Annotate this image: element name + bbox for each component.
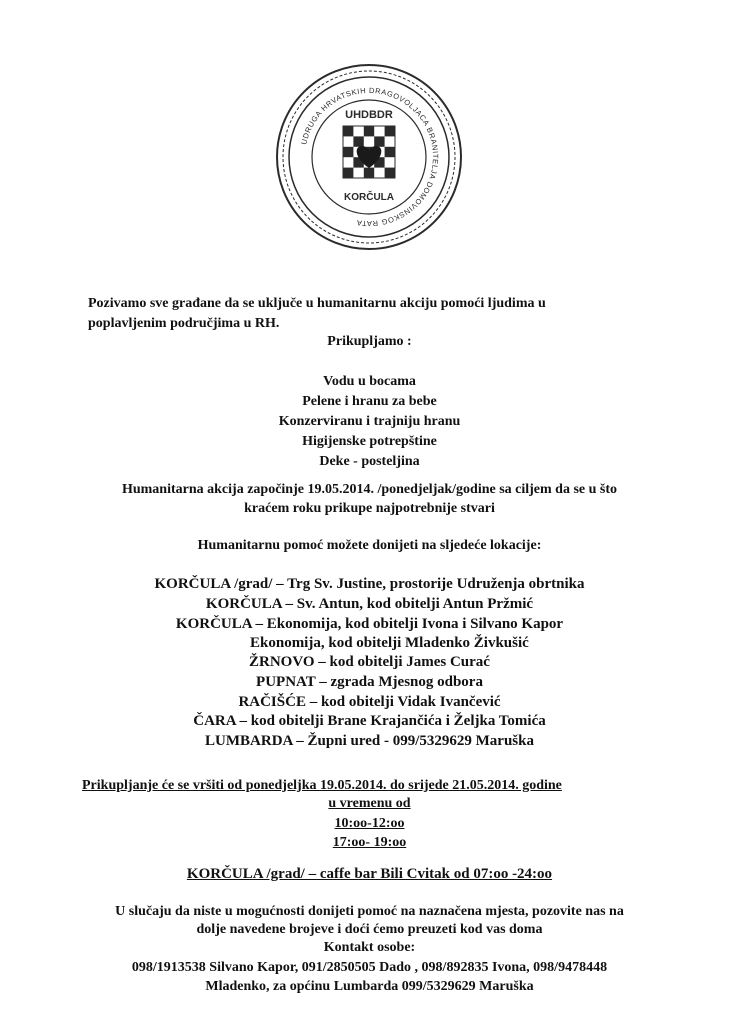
schedule-line: u vremenu od (328, 796, 411, 811)
seal-city: KORČULA (344, 192, 394, 203)
locations-heading: Humanitarnu pomoć možete donijeti na sljedeće lokacije: (197, 538, 542, 553)
closing-line-1: U slučaju da niste u mogućnosti donijeti pomoć na naznačena mjesta, pozovite nas na (115, 904, 624, 919)
contact-line: 098/1913538 Silvano Kapor, 091/2850505 Dado , 098/892835 Ivona, 098/9478448 (131, 960, 608, 975)
cafe-line: KORČULA /grad/ – caffe bar Bili Cvitak od 07:oo -24:oo (186, 866, 553, 882)
location-item: ČARA – kod obitelji Brane Krajančića i Željka Tomića (193, 713, 546, 729)
schedule-time: 10:oo-12:oo (334, 816, 405, 831)
list-item: Deke - posteljina (319, 454, 420, 469)
contact-heading: Kontakt osobe: (323, 940, 416, 955)
checker-square (343, 147, 353, 157)
location-item: KORČULA – Ekonomija, kod obitelji Ivona i Silvano Kapor (175, 616, 564, 632)
start-line-1: Humanitarna akcija započinje 19.05.2014. /ponedjeljak/godine sa ciljem da se u što (121, 482, 618, 497)
list-item: Higijenske potrepštine (302, 434, 437, 449)
schedule-time: 17:oo- 19:oo (332, 835, 407, 850)
checker-square (364, 126, 374, 136)
location-item: Ekonomija, kod obitelji Mladenko Živkušić (250, 635, 529, 651)
location-item: KORČULA /grad/ – Trg Sv. Justine, prostorije Udruženja obrtnika (154, 576, 585, 592)
location-item: KORČULA – Sv. Antun, kod obitelji Antun Pržmić (205, 596, 534, 612)
seal-abbreviation: UHDBDR (345, 109, 393, 121)
collect-heading: Prikupljamo : (327, 334, 412, 349)
closing-line-2: dolje navedene brojeve i doći ćemo preuzeti kod vas doma (196, 922, 543, 937)
contact-line: Mladenko, za općinu Lumbarda 099/5329629 Maruška (205, 979, 534, 994)
checker-square (364, 168, 374, 178)
checker-square (353, 136, 363, 146)
list-item: Pelene i hranu za bebe (302, 394, 437, 409)
checker-square (343, 126, 353, 136)
uhdbdr-seal-logo (274, 62, 464, 252)
schedule-line: Prikupljanje će se vršiti od ponedjeljka 19.05.2014. do srijede 21.05.2014. godine (82, 778, 562, 793)
checker-square (385, 168, 395, 178)
list-item: Vodu u bocama (323, 374, 416, 389)
checker-square (385, 126, 395, 136)
seal-ring-text: UDRUGA HRVATSKIH DRAGOVOLJACA BRANITELJA DOMOVINSKOG RATA (299, 85, 441, 229)
intro-line-1: Pozivamo sve građane da se uključe u humanitarnu akciju pomoći ljudima u (88, 296, 546, 311)
start-line-2: kraćem roku prikupe najpotrebnije stvari (244, 501, 495, 516)
location-item: ŽRNOVO – kod obitelji James Curać (249, 654, 490, 670)
checker-square (343, 168, 353, 178)
list-item: Konzerviranu i trajniju hranu (278, 414, 461, 429)
location-item: LUMBARDA – Župni ured - 099/5329629 Maruška (205, 733, 534, 749)
location-item: RAČIŠĆE – kod obitelji Vidak Ivančević (238, 694, 501, 710)
checker-square (385, 147, 395, 157)
checker-square (374, 136, 384, 146)
location-item: PUPNAT – zgrada Mjesnog odbora (256, 674, 483, 690)
intro-line-2: poplavljenim područjima u RH. (88, 316, 280, 331)
